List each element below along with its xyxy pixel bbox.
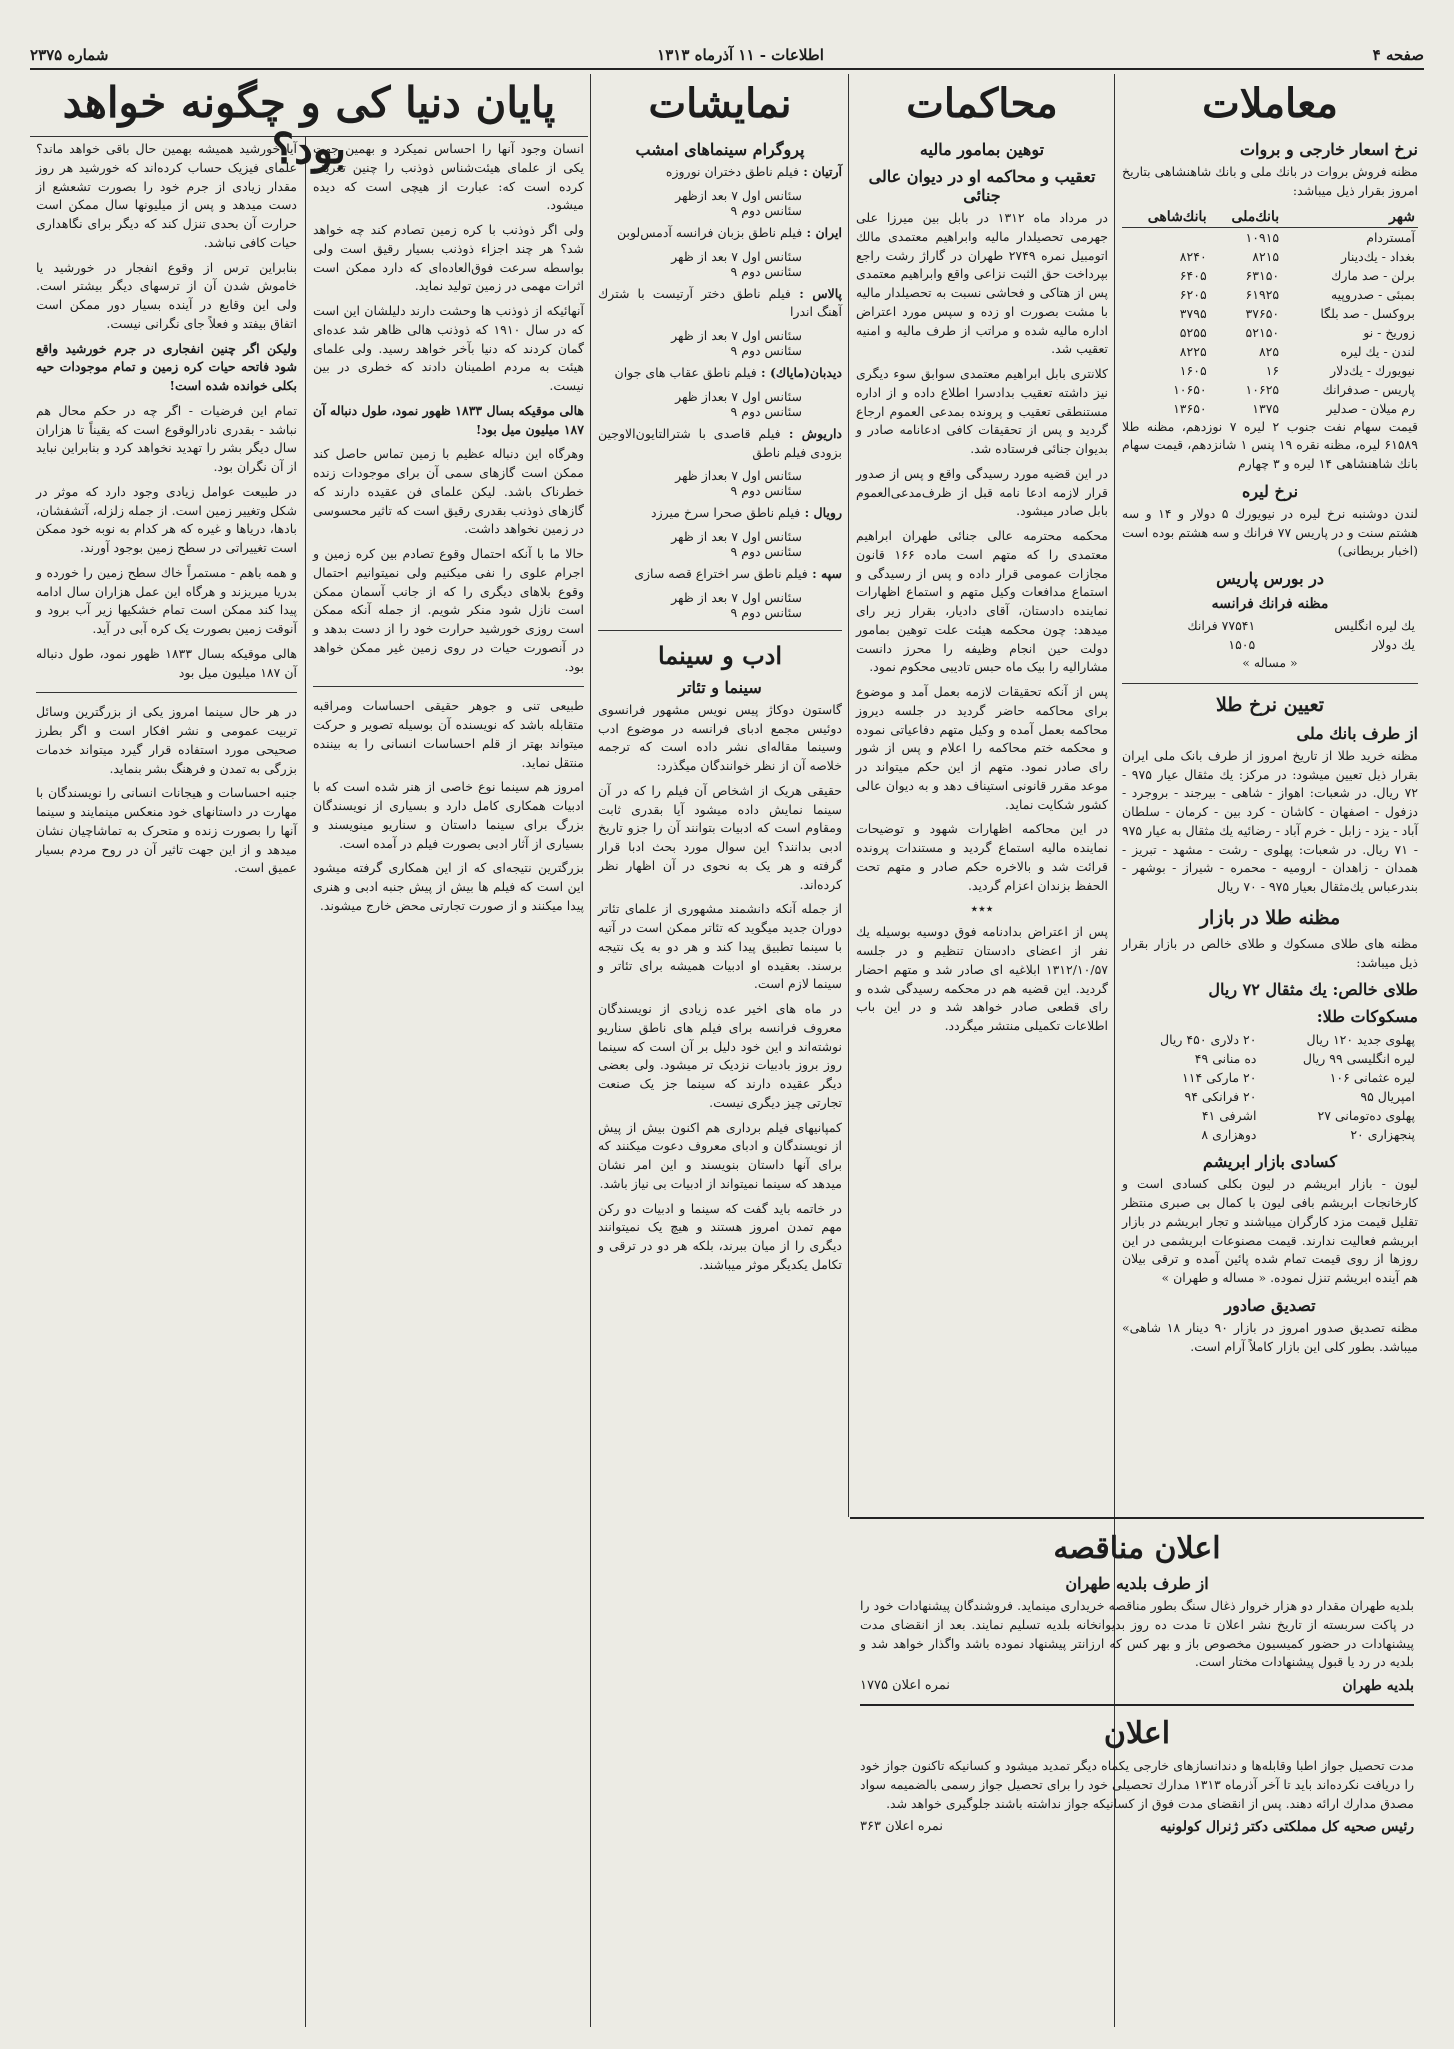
coins-cell: پنجهزاری ۲۰ [1350, 1127, 1415, 1143]
coins-row [1122, 1087, 1418, 1106]
article-title: پایان دنیا کی و چگونه خواهد بود؟ [62, 78, 556, 174]
divider [1122, 683, 1418, 684]
column-divider [305, 136, 306, 2027]
bourse-note: « مساله » [1242, 655, 1298, 670]
coins-table [1122, 1030, 1418, 1144]
coins-cell: پهلوی ده‌تومانی ۲۷ [1317, 1108, 1415, 1124]
cinema-session: سئانس اول ۷ بعد ازظهر [675, 187, 802, 203]
lit-paragraph: گاستون دوکاژ پیس نویس مشهور فرانسوی دوئیس مجمع ادبای فرانسه در موضوع ادب وسینما مقاله‌ای نشر داده است که ترجمه خلاصه آن از نظر خوانندگان میگذرد: [598, 701, 842, 773]
rates-cell: ۸۲۵ [1258, 343, 1280, 359]
cinema-film: فیلم ناطق بزبان فرانسه آدمس‌لوبن [616, 224, 803, 240]
rates-cell: زوریخ - نو [1363, 324, 1415, 340]
bourse-cell: ۱۵۰۵ [1228, 637, 1256, 652]
coins-cell: ۲۰ مارکی ۱۱۴ [1182, 1070, 1257, 1086]
rates-cell: ۳۷۶۵۰ [1245, 305, 1280, 321]
movie-paragraph: امروز هم سینما نوع خاصی از هنر شده است که با ادبیات همکاری کامل دارد و بسیاری از نویسندگان بزرگ برای سینما داستان و سناریو مینویسند و بسیاری از آثار ادبی بصورت فیلم در آمده است. [313, 779, 584, 851]
page-label: صفحه ۴ [1372, 46, 1424, 64]
cinema-session: سئانس دوم ۹ [730, 604, 802, 620]
article-highlight: هالی موقیکه بسال ۱۸۳۳ ظهور نمود، طول دنباله آن ۱۸۷ میلیون میل بود! [313, 402, 584, 437]
cinema-name: سپه : [807, 566, 842, 581]
cinema-session: سئانس اول ۷ بعد از ظهر [671, 529, 802, 544]
rates-title: نرخ اسعار خارجی و بروات [1239, 140, 1418, 159]
rates-header-cell: بانك‌شاهی [1122, 207, 1210, 228]
article-highlight: ولیکن اگر چنین انفجاری در جرم خورشید واقع شود فاتحه حیات کره زمین و تمام موجودات حیه بکلی خوانده شده است! [36, 340, 297, 393]
rates-cell: ۱۶۰۵ [1179, 362, 1207, 378]
movie-paragraph: طبیعی تنی و جوهر حقیقی احساسات ومراقبه متقابله باشد که نویسنده آن بوسیله تصویر و حرکت میتواند بهتر از قلم احساسات انسانی را به بیننده منتقل نماید. [313, 698, 584, 770]
pure-gold: طلای خالص: یك مثقال ۷۲ ریال [1208, 980, 1418, 1000]
article-paragraph: حالا ما با آنکه احتمال وقوع تصادم بین کره زمین و اجرام علوی را نفی میکنیم ولی نمیتوانیم احتمال وقوع بلاهای دیگری را که از جانب آسمان ممکن است نازل شود منکر شویم. از جمله آنکه ممکن است روزی خورشید حرارت خود را از دست بدهد و در آنصورت حیات در روی زمین غیر ممکن خواهد بود. [313, 546, 584, 674]
coins-title: مسکوکات طلا: [1316, 1007, 1418, 1027]
tender-title: اعلان مناقصه [1053, 1531, 1221, 1566]
rates-row [1122, 227, 1418, 247]
rates-note: قیمت سهام نفت جنوب ۲ لیره ۷ نوزدهم، مظنه طلا ۶۱۵۸۹ لیره، مظنه نقره ۱۹ پنس ۱ شانزدهم، قیمت سهام بانك شاهنشاهی ۱۴ لیره و ۳ چهارم [1122, 418, 1418, 471]
shows-column [592, 74, 848, 2027]
rates-cell: ۶۴۰۵ [1179, 267, 1207, 283]
rates-cell: ۱۶ [1265, 362, 1280, 378]
pound-title: نرخ لیره [1241, 481, 1299, 501]
gold-text: مظنه خرید طلا از تاریخ امروز از طرف بانک ملی ایران بقرار ذیل تعیین میشود: در مرکز: یك مثقال عیار ۹۷۵ - ۷۲ ریال. در شعبات: اهواز - شاهی - بیرجند - بروجرد - دزفول - اصفهان - کاشان - کرد بین - کرمان - سلطان آباد - یزد - زابل - خرم آباد - رضائیه یك مثقال به عیار ۹۷۵ - ۷۱ ریال. در شعبات: پهلوی - رشت - مشهد - تبریز - همدان - زاهدان - ارومیه - محمره - شیراز - بوشهر - بندرعباس یك‌مثقال بعیار ۹۷۵ - ۷۰ ریال [1122, 747, 1419, 894]
lit-paragraph: در خاتمه باید گفت که سینما و ادبیات دو رکن مهم تمدن امروز هستند و هیچ یک نمیتوانند دیگری را از میان ببرند، بلکه هر دو در ترقی و تکامل یکدیگر موثر میباشند. [598, 1200, 842, 1272]
program-title: پروگرام سینماهای امشب [635, 140, 805, 159]
cinema-heading [598, 425, 842, 463]
rates-row [1122, 266, 1418, 285]
ads-box [850, 1517, 1424, 2027]
article-paragraph: و همه باهم - مستمراً خاك سطح زمین را خورده و بدریا میریزند و هرگاه این عمل هزاران سال ادامه پیدا کند ممکن است تمام خشکیها زیر آب برود و آنوقت زمین بصورت یک کره آبی در آید. [36, 564, 297, 636]
coins-row [1122, 1125, 1418, 1144]
article-paragraph: وهرگاه این دنباله عظیم با زمین تماس حاصل کند ممکن است گازهای سمی آن برای موجودات زنده خطرناک باشد. لیکن علمای فن عقیده دارند که گازهای ذوذنب بقدری رقیق است که تاثیر محسوسی در زمین نخواهد داشت. [313, 446, 584, 537]
cinema-session: سئانس دوم ۹ [730, 263, 802, 279]
rates-cell: ۱۳۷۵ [1252, 400, 1280, 416]
divider [598, 630, 842, 631]
cinema-session: سئانس اول ۷ بعد از ظهر [671, 328, 802, 343]
lit-subtitle: سینما و تئاتر [678, 677, 762, 697]
rates-intro: مظنه فروش بروات در بانك ملی و بانك شاهنشاهی بتاریخ امروز بقرار ذیل میباشد: [1122, 164, 1418, 198]
lit-paragraph: حقیقی هریک از اشخاص آن فیلم را که در آن سینما نمایش داده میشود آیا بقدری ثابت ومقاوم است که ادبیات بتوانند آن را جزو تاریخ ادبی بدانند؟ این سوال مورد بحث ادبا قرار گرفته و هر یک به نحوی در آن اظهار نظر کرده‌اند. [598, 782, 842, 892]
movie-paragraph: در هر حال سینما امروز یکی از بزرگترین وسائل تربیت عمومی و نشر افکار است و اگر بطرز صحیحی مورد استفاده قرار گیرد میتواند خدمات بزرگی به تمدن و فرهنگ بشر بنماید. [36, 704, 297, 776]
cinema-name: آرتیان : [798, 164, 842, 179]
masthead [30, 42, 1424, 70]
article-paragraph: آنهائیکه از ذوذنب ها وحشت دارند دلیلشان این است که در سال ۱۹۱۰ که ذوذنب هالی ظاهر شد عده‌ای گمان کردند که دنیا بآخر خواهد رسید. ولی علمای هیئت به مردم اطمینان دادند که خطری در بین نیست. [313, 303, 584, 393]
issue-date: اطلاعات - ۱۱ آذرماه ۱۳۱۳ [657, 46, 824, 64]
rates-cell: ۶۳۱۵۰ [1245, 267, 1280, 283]
coins-cell: دوهزاری ۸ [1201, 1127, 1257, 1143]
article-column-left [30, 140, 303, 2027]
rates-cell: بمبئی - صدروپیه [1330, 286, 1415, 302]
cinema-entry [598, 364, 842, 419]
article-paragraph: در طبیعت عوامل زیادی وجود دارد که موثر در شکل وتغییر زمین است. از جمله زلزله، آتشفشان، بادها، دریاها و غیره که هر کدام به نوبه خود ممکن است تغییراتی در سطح زمین بوجود آورند. [36, 483, 297, 555]
rates-row [1122, 323, 1418, 342]
courts-paragraph: در مرداد ماه ۱۳۱۲ در بابل بین میرزا علی جهرمی تحصیلدار مالیه وابراهیم معتمدی مالك اتومبیل نمره ۲۷۴۹ طهران در گاراژ رشت راجع بپرداخت حق الثبت نزاعی واقع وابراهیم معتمدی پس از هتاکی و فحاشی نسبت به تحصیلدار مالیه با مشت بصورت او زده و سپس مورد اعتراض اداره مالیه شده و مراتب از طرف مالیه و امنیه تعقیب شد. [856, 210, 1108, 357]
cinema-film: فیلم ناطق سر اختراع قصه سازی [634, 566, 808, 581]
cinema-session: سئانس دوم ۹ [730, 483, 802, 499]
rates-cell: برلن - صد مارك [1331, 267, 1415, 283]
cinema-heading [598, 504, 842, 523]
rates-table [1122, 207, 1418, 418]
courts-headline-1: توهین بمامور مالیه [919, 140, 1045, 159]
courts-paragraph: کلانتری بابل ابراهیم معتمدی سوابق سوء دیگری نیز داشته تعقیب بدادسرا اطلاع داده و از اداره مستنطقی تعقیب و پرونده بمدعی العموم ارجاع گردید و پس از تحقیقات کافی ادعانامه صادر و بدیوان جنائی فرستاده شد. [856, 366, 1108, 456]
rates-cell: رم میلان - صدلیر [1326, 400, 1415, 416]
cinema-session: سئانس دوم ۹ [730, 343, 802, 358]
tender-subtitle: از طرف بلدیه طهران [1065, 1574, 1209, 1593]
coins-row [1122, 1030, 1418, 1049]
courts-short-note: پس از اعتراض بدادنامه فوق دوسیه بوسیله یك نفر از اعضای دادستان تنظیم و در جلسه ۱۳۱۲/۱۰/۵۷ ابلاغیه ای صادر شد و متهم احضار گردید. این قضیه هم در محکمه رسیدگی شده و رای قطعی صادر خواهد شد و در این باب اطلاعات تکمیلی منتشر میگردد. [856, 924, 1108, 1033]
lit-paragraph: کمپانیهای فیلم برداری هم اکنون بیش از پیش از نویسندگان و ادبای معروف دعوت میکنند که برای آنها داستان بنویسند و این امر نشان میدهد که سینما نمیتواند از ادبیات بی نیاز باشد. [598, 1119, 842, 1191]
divider [36, 692, 297, 693]
coins-cell: لیره انگلیسی ۹۹ ریال [1302, 1051, 1415, 1067]
cinema-name: رویال : [800, 505, 842, 521]
shows-title: نمایشات [648, 80, 792, 127]
rates-cell: لندن - یك لیره [1340, 343, 1415, 359]
cinema-film: فیلم ناطق صحرا سرخ میرزد [651, 505, 801, 521]
coins-cell: پهلوی جدید ۱۲۰ ریال [1306, 1032, 1415, 1048]
rates-cell: ۱۳۶۵۰ [1173, 400, 1207, 416]
cinema-name: ایران : [802, 224, 842, 240]
coins-cell: اشرفی ۴۱ [1201, 1108, 1257, 1124]
cinema-film: فیلم ناطق دختران نوروزه [665, 164, 799, 179]
notice-text: مدت تحصیل جواز اطبا وقابله‌ها و دندانسازهای خارجی یکماه دیگر تمدید میشود و کسانیکه تاکنون جواز خود را دریافت نکرده‌اند باید تا آخر آذرماه ۱۳۱۳ مدارك تحصیلی خود را برای تحصیل جواز رسمی بالضمیمه سواد مصدق مدارك ارائه دهند. پس از انقضای مدت فوق از کسانیکه جواز نداشته باشند جلوگیری خواهد شد. [860, 1758, 1414, 1811]
cinema-entry [598, 565, 842, 620]
courts-paragraph: در این قضیه مورد رسیدگی واقع و پس از صدور قرار لازمه ادعا نامه قبل از ظرف‌مدعی‌العموم بابل صادر میشود. [856, 465, 1108, 519]
rates-row [1122, 380, 1418, 399]
article-paragraph: آیا خورشید همیشه بهمین حال باقی خواهد ماند؟ علمای فیزیک حساب کرده‌اند که خورشید هر روز مقدار زیادی از جرم خود را بصورت تشعشع از دست میدهد و پس از میلیونها سال ممکن است حرارت آن بحدی تنزل کند که دیگر برای نگاهداری حیات کافی نباشد. [36, 141, 297, 250]
cinema-session: سئانس دوم ۹ [730, 544, 802, 559]
divider [860, 1704, 1414, 1706]
coins-row [1122, 1068, 1418, 1087]
courts-headline-2: تعقیب و محاکمه او در دیوان عالی جنائی [868, 167, 1096, 205]
article-paragraph: انسان وجود آنها را احساس نمیکرد و بهمین جهت یکی از علمای هیئت‌شناس ذوذنب را چنین تعریف کرده است که: عبارت از هیچی است که دیده میشود. [313, 141, 584, 213]
separator-stars: ٭٭٭ [970, 901, 994, 918]
column-divider [590, 74, 591, 2027]
transactions-title: معاملات [1202, 80, 1338, 127]
lit-paragraph: در ماه های اخیر عده زیادی از نویسندگان معروف فرانسه برای فیلم های ناطق سناریو نوشته‌اند و این خود دلیل بر آن است که سینما روز بروز بادبیات نزدیک تر میشود. ولی بعضی دیگر عقیده دارند که سینما جز یک صنعت تجارتی چیز دیگری نیست. [598, 1001, 842, 1110]
courts-column [850, 74, 1114, 1517]
cinema-heading [598, 285, 842, 323]
rates-cell: ۵۲۵۵ [1179, 324, 1207, 340]
coins-cell: ۲۰ فرانکی ۹۴ [1184, 1089, 1257, 1105]
rates-row [1122, 247, 1418, 266]
coins-cell: امپریال ۹۵ [1360, 1089, 1415, 1105]
coins-cell: ۲۰ دلاری ۴۵۰ ریال [1160, 1032, 1257, 1048]
cinema-list [598, 163, 842, 620]
rates-cell: ۸۲۲۵ [1179, 343, 1207, 359]
rates-cell: ۵۲۱۵۰ [1245, 324, 1280, 340]
cinema-entry [598, 425, 842, 499]
rates-cell: ۱۰۹۱۵ [1245, 229, 1280, 245]
cinema-entry [598, 285, 842, 359]
authorize-title: تصدیق صادور [1224, 1295, 1316, 1315]
rates-row [1122, 304, 1418, 323]
rates-cell: بروکسل - صد بلگا [1320, 305, 1415, 321]
notice-number: نمره اعلان ۳۶۳ [860, 1819, 944, 1835]
cinema-name: پالاس : [790, 285, 842, 301]
cinema-entry [598, 224, 842, 279]
article-header [30, 74, 588, 174]
cinema-heading [598, 565, 842, 584]
bourse-subtitle: مظنه فرانك فرانسه [1211, 596, 1329, 612]
rates-cell: ۳۷۹۵ [1179, 305, 1207, 321]
rates-cell: ۱۰۶۵۰ [1173, 381, 1207, 397]
silk-text: لیون - بازار ابریشم در لیون بکلی کسادی است و کارخانجات ابریشم بافی لیون با کمال بی صبری منتظر تقلیل قیمت مزد کارگران میباشند و تجار ابریشم در بازار ابریشم فعالیت ندارند. قیمت مصنوعات ابریشمی در این روزها از روی قیمت تمام شده پائین آمده و ترقی بیلان هم آینده ابریشم تنزل نموده. « مساله و طهران » [1122, 1176, 1418, 1285]
divider [313, 686, 584, 687]
rates-row [1122, 342, 1418, 361]
courts-paragraph: پس از آنکه تحقیقات لازمه بعمل آمد و موضوع برای محاکمه حاضر گردید در جلسه دیروز محاکمه بعمل آمده و وکیل متهم دفاعیاتی نموده و محکمه ختم محاکمه را اعلام و پس از شور رای صادر نمود. متهم از این حکم میتواند در موعد مقرر قانونی استیناف دهد و به دیوان عالی کشور شکایت نماید. [856, 684, 1108, 812]
rates-cell: پاریس - صدفرانك [1322, 381, 1415, 397]
rates-row [1122, 399, 1418, 418]
bourse-title: در بورس پاریس [1216, 569, 1324, 588]
cinema-name: داریوش : [780, 425, 843, 441]
bourse-cell: یك دولار [1372, 637, 1415, 652]
rates-header-cell: شهر [1282, 207, 1418, 228]
bourse-row [1122, 635, 1418, 654]
coins-row [1122, 1049, 1418, 1068]
tender-sign: بلدیه طهران [1342, 1678, 1414, 1694]
cinema-session: سئانس اول ۷ بعد از ظهر [671, 248, 802, 264]
rates-cell: ۶۱۹۲۵ [1245, 286, 1280, 302]
cinema-session: سئانس اول ۷ بعداز ظهر [675, 468, 802, 484]
cinema-session: سئانس دوم ۹ [730, 202, 802, 218]
cinema-session: سئانس اول ۷ بعداز ظهر [675, 388, 802, 404]
coins-cell: لیره عثمانی ۱۰۶ [1329, 1070, 1415, 1086]
courts-title: محاکمات [906, 80, 1058, 127]
bourse-row [1122, 616, 1418, 635]
columns [30, 74, 1424, 2027]
tender-text: بلدیه طهران مقدار دو هزار خروار ذغال سنگ بطور مناقصه خریداری مینماید. فروشندگان پیشنهادات خود را در پاکت سربسته از تاریخ نشر اعلان تا مدت ده روز بدیوانخانه بلدیه تسلیم نمایند. بعد از انقضای مدت پیشنهادات در حضور کمیسیون مخصوص باز و بهر کس که ارزانتر پیشنهاد نموده باشد واگذار خواهد شد و بلدیه در رد یا قبول پیشنهادات مختار است. [860, 1598, 1414, 1670]
article-paragraph: هالی موقیکه بسال ۱۸۳۳ ظهور نمود، طول دنباله آن ۱۸۷ میلیون میل بود [36, 645, 297, 680]
rates-row [1122, 361, 1418, 380]
rates-cell: ۸۲۱۵ [1252, 248, 1280, 264]
notice-sign: رئیس صحیه کل مملکتی دکتر ژنرال کولونیه [1159, 1819, 1414, 1836]
article-column-right [307, 140, 590, 2027]
cinema-film: فیلم ناطق عقاب های جوان [614, 365, 757, 380]
silk-title: کسادی بازار ابریشم [1203, 1152, 1337, 1172]
rates-cell: نیویورك - یك‌دلار [1330, 362, 1415, 378]
rates-cell [1122, 227, 1210, 247]
rates-row [1122, 285, 1418, 304]
rates-cell: ۶۲۰۵ [1179, 286, 1207, 302]
rates-cell: ۱۰۶۲۵ [1245, 381, 1280, 397]
transactions-column [1116, 74, 1424, 1517]
issue-number: شماره ۲۳۷۵ [30, 46, 109, 64]
pound-text: لندن دوشنبه نرخ لیره در نیویورك ۵ دولار و ۱۴ و سه هشتم سنت و در پاریس ۷۷ فرانك و سه هشتم بوده است (اخبار بریطانی) [1122, 505, 1418, 559]
movie-paragraph: جنبه احساسات و هیجانات انسانی را نویسندگان با مهارت در داستانهای خود منعکس مینمایند و سینما آنها را بصورت زنده و متحرک به تماشاچیان نشان میدهد و از این جهت تاثیر آن در روح مردم بسیار عمیق است. [36, 785, 297, 876]
cinema-heading [598, 224, 842, 243]
cinema-entry [598, 163, 842, 218]
authorize-text: مظنه تصدیق صدور امروز در بازار ۹۰ دینار ۱۸ شاهی» میباشد. بطور کلی این بازار کاملاً آرام است. [1122, 1319, 1418, 1354]
rates-cell: بغداد - یك‌دینار [1341, 248, 1415, 264]
rates-cell: ۸۲۴۰ [1179, 248, 1207, 264]
bourse-table [1122, 616, 1418, 654]
gold-subtitle: از طرف بانك ملی [1296, 723, 1418, 743]
cinema-entry [598, 504, 842, 559]
article-paragraph: بنابراین ترس از وقوع انفجار در خورشید یا خاموش شدن آن از ترسهای دیگر بیشتر است. ولی این وقایع در آینده بسیار دور ممکن است اتفاق بیفتد و فعلاً جای نگرانی نیست. [36, 259, 297, 331]
cinema-heading [598, 364, 842, 383]
movie-paragraph: بزرگترین نتیجه‌ای که از این همکاری گرفته میشود این است که فیلم ها بیش از پیش جنبه ادبی و هنری پیدا میکنند و از صورت تجارتی محض خارج میشوند. [313, 860, 584, 913]
courts-paragraph: محکمه محترمه عالی جنائی طهران ابراهیم معتمدی را که متهم است ماده ۱۶۶ قانون مجازات عمومی قرار داده و پس از رسیدگی و استماع مدافعات وکیل متهم و استماع اظهارات نماینده دادستان، آقای دادیار، بقرار زیر رای میدهد: چون محکمه هیئت علت توهین بمامور دولت حین انجام وظیفه را محرز دانست مشارالیه را بیک ماه حبس تادیبی محکوم نمود. [856, 528, 1109, 675]
gold-title: تعیین نرخ طلا [1215, 693, 1325, 716]
notice-title: اعلان [1103, 1716, 1171, 1751]
coins-cell: ده منانی ۴۹ [1194, 1051, 1257, 1067]
courts-paragraph: در این محاکمه اظهارات شهود و توضیحات نماینده مالیه استماع گردید و مستندات پرونده قرائت شد و بالاخره حکم صادر و متهم تحت الحفظ بزندان اعزام گردید. [856, 821, 1108, 893]
cinema-film: فیلم ناطق دختر آرتیست با شترك آهنگ اندرا [598, 285, 842, 320]
article-paragraph: ولی اگر ذوذنب با کره زمین تصادم کند چه خواهد شد؟ هر چند اجزاء ذوذنب بسیار رقیق است ولی بواسطه سرعت فوق‌العاده‌ای که دارد ممکن است اثرات مهمی در زمین تولید نماید. [313, 222, 584, 294]
bourse-cell: ۷۷۵۴۱ فرانك [1187, 618, 1256, 633]
cinema-film: فیلم قاصدی با شترالتایون‌الاوجین بزودی فیلم ناطق [598, 425, 842, 460]
cinema-heading [598, 163, 842, 182]
tender-number: نمره اعلان ۱۷۷۵ [860, 1678, 950, 1693]
coins-row [1122, 1106, 1418, 1125]
lit-paragraph: از جمله آنکه دانشمند مشهوری از علمای تئاتر دوران جدید میگوید که تئاتر ممکن است در آتیه با سینما تطبیق پیدا کند و هر دو به یک نتیجه برسند. بعقیده او ادبیات همیشه برای تئاتر و سینما لازم است. [598, 901, 842, 992]
cinema-session: سئانس دوم ۹ [730, 403, 802, 419]
article-paragraph: تمام این فرضیات - اگر چه در حکم محال هم نباشد - بقدری نادرالوقوع است که یقیناً تا هزاران سال دیگر بشر را تهدید نخواهد کرد و بنابراین نباید از آن نگران بود. [36, 402, 297, 474]
rates-header-cell: بانك‌ملی [1210, 207, 1282, 228]
lit-title: ادب و سینما [657, 640, 783, 670]
rates-cell: آمستردام [1366, 229, 1415, 245]
cinema-name: دیدبان(مایاك) : [756, 365, 842, 380]
bourse-cell: یك لیره انگلیس [1334, 618, 1415, 633]
market-text: مظنه های طلای مسکوك و طلای خالص در بازار بقرار ذیل میباشد: [1122, 935, 1418, 970]
column-divider [848, 74, 849, 1517]
market-title: مظنه طلا در بازار [1199, 906, 1341, 929]
cinema-session: سئانس اول ۷ بعد از ظهر [671, 589, 802, 605]
